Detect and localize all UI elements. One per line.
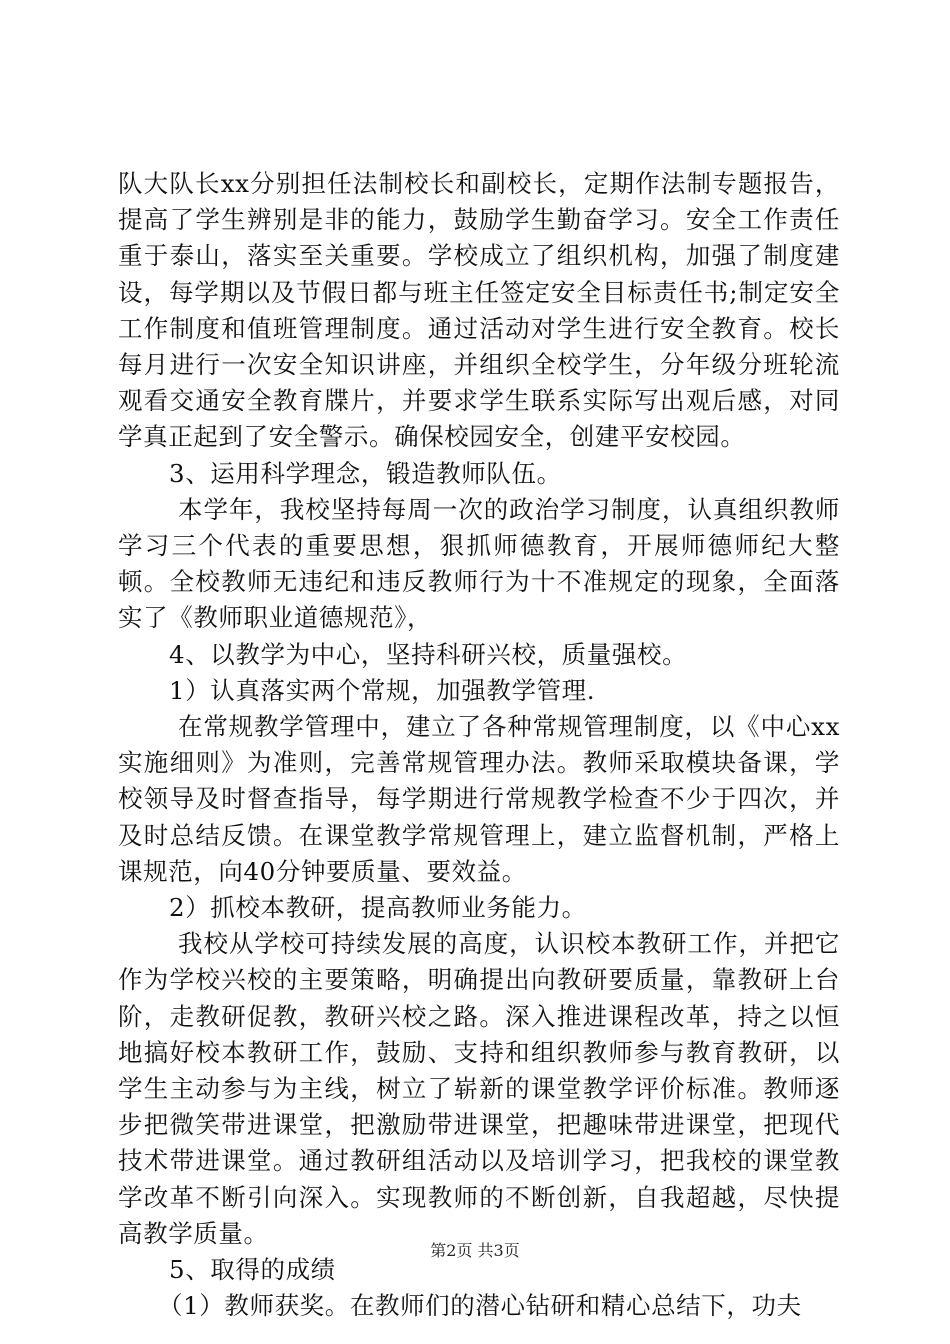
paragraph-teacher-awards: （1）教师获奖。在教师们的潜心钻研和精心总结下，功夫	[158, 1291, 802, 1321]
paragraph-continued: 队大队长xx分别担任法制校长和副校长，定期作法制专题报告，提高了学生辨别是非的能力，鼓励学生勤奋学习。安全工作责任重于泰山，落实至关重要。学校成立了组织机构，加强了制度建设，每学期以及节假日都与班主任签定安全目标责任书;制定安全工作制度和值班管理制度。通过活动对学生进行安全教育。校长每月进行一次安全知识讲座，并组织全校学生，分年级分班轮流观看交通安全教育牒片，并要求学生联系实际写出观后感，对同学真正起到了安全警示。确保校园安全，创建平安校园。	[118, 169, 840, 452]
section-heading-3: 3、运用科学理念，锻造教师队伍。	[169, 458, 562, 488]
document-body	[118, 166, 840, 1325]
paragraph-routine-management: 在常规教学管理中，建立了各种常规管理制度，以《中心xx实施细则》为准则，完善常规管理办法。教师采取模块备课，学校领导及时督查指导，每学期进行常规教学检查不少于四次，并及时总结反馈。在课堂教学常规管理上，建立监督机制，严格上课规范，向40分钟要质量、要效益。	[118, 712, 840, 886]
page-footer: 第2页 共3页	[430, 1241, 520, 1260]
subsection-heading-1: 1）认真落实两个常规，加强教学管理.	[169, 675, 596, 705]
section-heading-4: 4、以教学为中心，坚持科研兴校，质量强校。	[169, 639, 688, 669]
section-heading-5: 5、取得的成绩	[169, 1255, 336, 1285]
subsection-heading-2: 2）抓校本教研，提高教师业务能力。	[169, 893, 587, 923]
paragraph-teacher-team: 本学年，我校坚持每周一次的政治学习制度，认真组织教师学习三个代表的重要思想，狠抓师德教育，开展师德师纪大整顿。全校教师无违纪和违反教师行为十不准规定的现象，全面落实了《教师职业道德规范》，	[118, 494, 840, 633]
paragraph-school-research: 我校从学校可持续发展的高度，认识校本教研工作，并把它作为学校兴校的主要策略，明确提出向教研要质量，靠教研上台阶，走教研促教，教研兴校之路。深入推进课程改革，持之以恒地搞好校本教研工作，鼓励、支持和组织教师参与教育教研，以学生主动参与为主线，树立了崭新的课堂教学评价标准。教师逐步把微笑带进课堂，把激励带进课堂，把趣味带进课堂，把现代技术带进课堂。通过教研组活动以及培训学习，把我校的课堂教学改革不断引向深入。实现教师的不断创新，自我超越，尽快提高教学质量。	[118, 929, 840, 1248]
